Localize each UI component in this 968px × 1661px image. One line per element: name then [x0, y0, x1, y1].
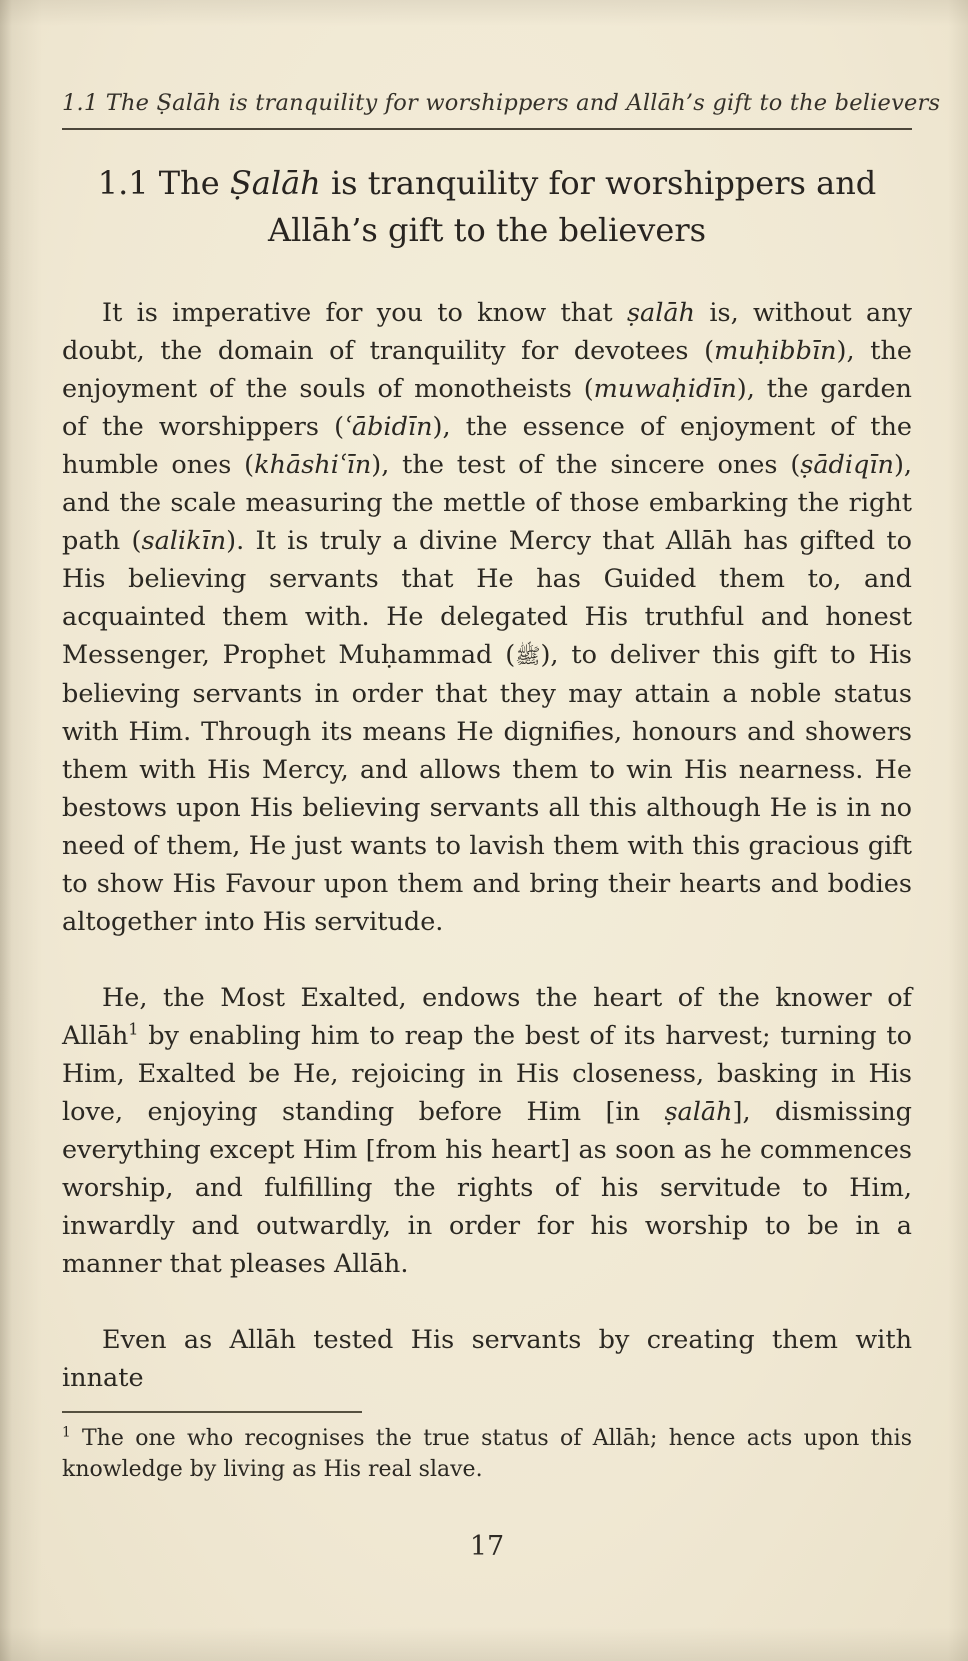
body-paragraph-1: It is imperative for you to know that ṣalāh is, without any doubt, the domain of tranquility for devotees (muḥibbīn), the enjoyment of the souls of monotheists (muwaḥidīn), the garden of the worshippers (ʿābidīn), the essence of enjoyment of the humble ones (khāshiʿīn), the test of the sincere ones (ṣādiqīn), and the scale measuring the mettle of those embarking the right path (salikīn). It is truly a divine Mercy that Allāh has gifted to His believing servants that He has Guided them to, and acquainted them with. He delegated His truthful and honest Messenger, Prophet Muḥammad (ﷺ), to deliver this gift to His believing servants in order that they may attain a noble status with Him. Through its means He dignifies, honours and showers them with His Mercy, and allows them to win His nearness. He bestows upon His believing servants all this although He is in no need of them, He just wants to lavish them with this gracious gift to show His Favour upon them and bring their hearts and bodies altogether into His servitude.: [62, 298, 913, 937]
page-header: [62, 88, 941, 130]
page-footer: [62, 1411, 912, 1562]
section-title: 1.1 The Ṣalāh is tranquility for worshippers and Allāh’s gift to the believers: [97, 164, 877, 249]
header-rule: [62, 128, 912, 130]
page-number: 17: [469, 1531, 505, 1562]
footnote: $^1$ The one who recognises the true status of Allāh; hence acts upon this knowledge by living as His real slave.: [62, 1424, 912, 1482]
body-paragraph-3: Even as Allāh tested His servants by creating them with innate: [62, 1325, 912, 1393]
body-paragraph-2: He, the Most Exalted, endows the heart of the knower of Allāh$^1$ by enabling him to reap the best of its harvest; turning to Him, Exalted be He, rejoicing in His closeness, basking in His love, enjoying standing before Him [in ṣalāh], dismissing everything except Him [from his heart] as soon as he commences worship, and fulfilling the rights of his servitude to Him, inwardly and outwardly, in order for his worship to be in a manner that pleases Allāh.: [62, 983, 912, 1279]
footnote-separator: [62, 1411, 362, 1413]
body-text: [62, 294, 912, 1397]
running-head: 1.1 The Ṣalāh is tranquility for worshippers and Allāh’s gift to the believers: [62, 90, 941, 116]
